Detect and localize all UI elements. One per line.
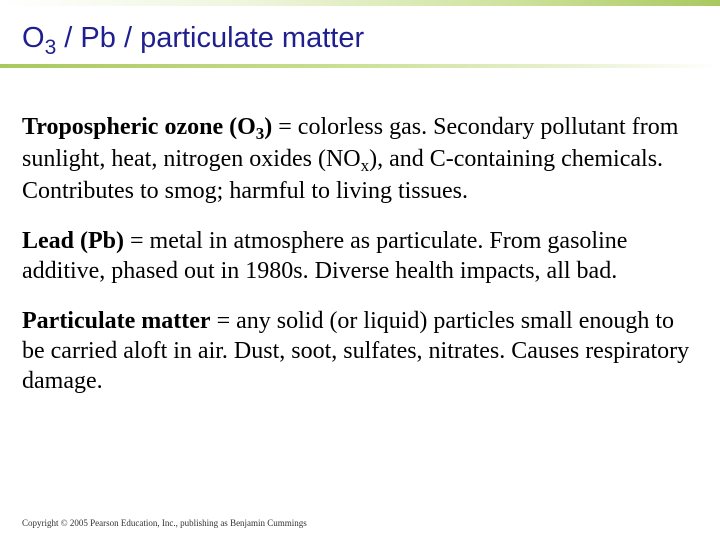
lead-term: Lead (Pb): [22, 228, 124, 254]
title-divider: [0, 64, 720, 68]
ozone-text-1: = colorless gas. Secondary pollutant from sunlight, heat, nitrogen oxides (NO: [22, 114, 679, 172]
ozone-term-end: ): [264, 114, 273, 140]
particulate-text: = any solid (or liquid) particles small enough to be carried aloft in air. Dust, soot, sulfates, nitrates. Causes respiratory damage.: [22, 308, 690, 394]
ozone-term: [22, 114, 273, 143]
ozone-term-subscript: 3: [255, 124, 265, 143]
ozone-term-start: Tropospheric ozone (O: [22, 114, 256, 140]
particulate-paragraph: [22, 306, 702, 396]
lead-text: = metal in atmosphere as particulate. From gasoline additive, phased out in 1980s. Diverse health impacts, all bad.: [22, 228, 628, 284]
ozone-paragraph: [22, 112, 702, 206]
nox-subscript: x: [360, 156, 370, 175]
slide-body: [22, 112, 702, 416]
copyright-footer: Copyright © 2005 Pearson Education, Inc., publishing as Benjamin Cummings: [22, 518, 307, 528]
lead-paragraph: [22, 226, 702, 286]
particulate-term: Particulate matter: [22, 308, 211, 334]
title-ozone-subscript: 3: [44, 36, 57, 59]
top-accent-bar: [0, 0, 720, 6]
title-separator-1: /: [56, 22, 81, 54]
title-lead: Pb: [80, 22, 116, 54]
title-particulate: particulate matter: [140, 22, 365, 54]
title-ozone-symbol: O: [22, 22, 45, 54]
title-separator-2: /: [115, 22, 141, 54]
ozone-text-2: ), and C-containing chemicals. Contributes to smog; harmful to living tissues.: [22, 146, 664, 204]
slide-title: [22, 22, 365, 59]
